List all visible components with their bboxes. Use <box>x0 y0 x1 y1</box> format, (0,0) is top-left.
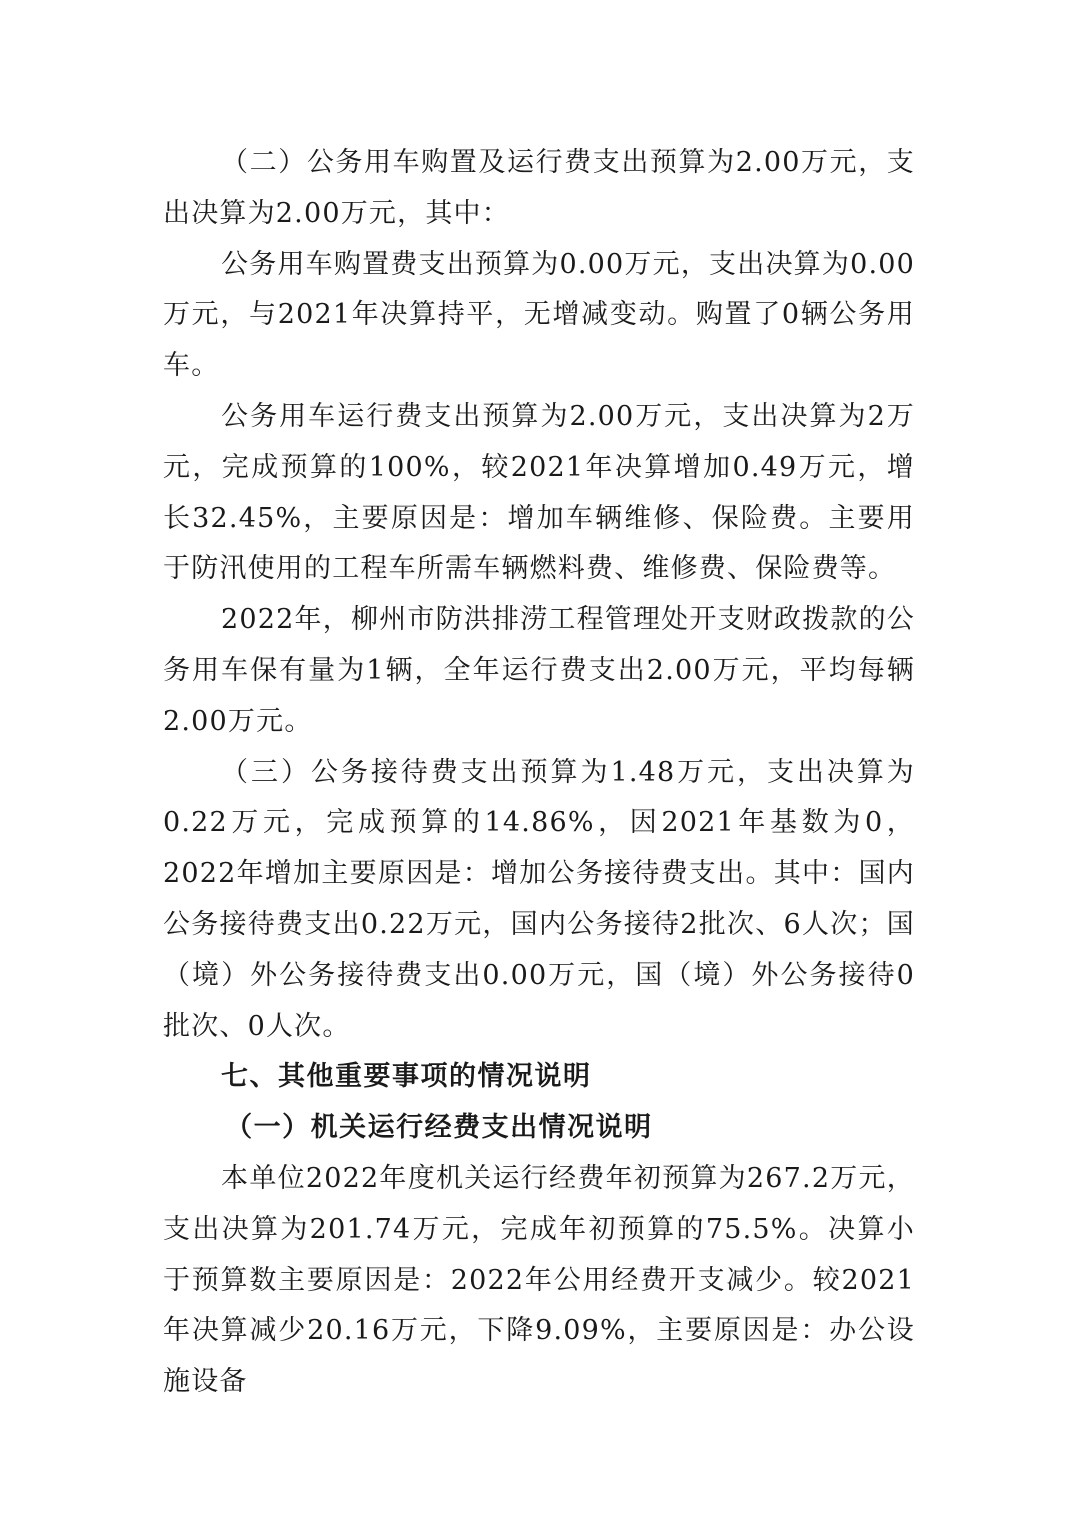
paragraph-vehicle-operation: 公务用车运行费支出预算为2.00万元，支出决算为2万元，完成预算的100%，较2021年决算增加0.49万元，增长32.45%，主要原因是：增加车辆维修、保险费。主要用于防汛使用的工程车所需车辆燃料费、维修费、保险费等。 <box>163 400 915 585</box>
section-heading-other-matters: 七、其他重要事项的情况说明 <box>221 1061 592 1093</box>
paragraph-vehicle-holdings: 2022年，柳州市防洪排涝工程管理处开支财政拨款的公务用车保有量为1辆，全年运行费支出2.00万元，平均每辆2.00万元。 <box>163 604 915 737</box>
paragraph-vehicle-purchase: 公务用车购置费支出预算为0.00万元，支出决算为0.00万元，与2021年决算持平，无增减变动。购置了0辆公务用车。 <box>163 248 915 382</box>
paragraph-reception-expenses: （三）公务接待费支出预算为1.48万元，支出决算为0.22万元，完成预算的14.86%，因2021年基数为0，2022年增加主要原因是：增加公务接待费支出。其中：国内公务接待费支出0.22万元，国内公务接待2批次、6人次；国（境）外公务接待费支出0.00万元，国（境）外公务接待0批次、0人次。 <box>163 756 915 1042</box>
subsection-heading-operating-expenses: （一）机关运行经费支出情况说明 <box>225 1112 653 1144</box>
paragraph-operating-expenses: 本单位2022年度机关运行经费年初预算为267.2万元，支出决算为201.74万元，完成年初预算的75.5%。决算小于预算数主要原因是：2022年公用经费开支减少。较2021年决算减少20.16万元，下降9.09%，主要原因是：办公设施设备 <box>163 1162 915 1398</box>
paragraph-vehicle-budget: （二）公务用车购置及运行费支出预算为2.00万元，支出决算为2.00万元，其中： <box>163 147 915 229</box>
document-body <box>163 138 915 1408</box>
